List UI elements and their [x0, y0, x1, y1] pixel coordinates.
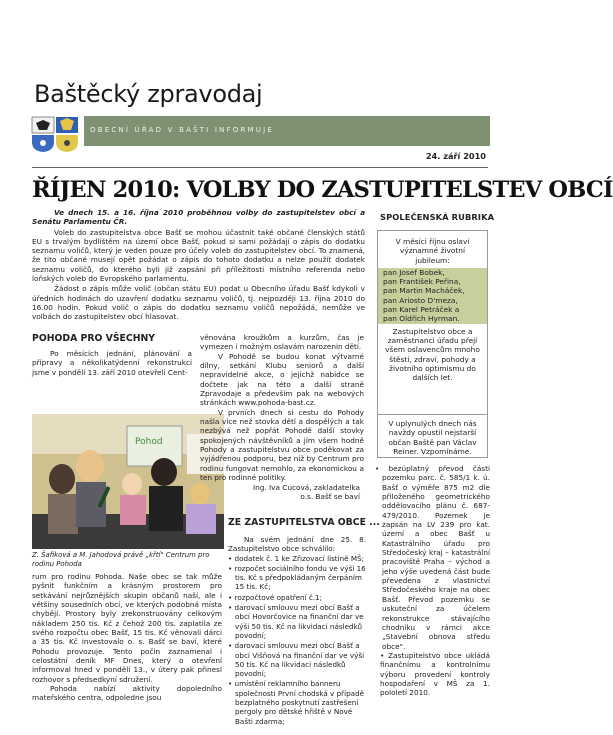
sidebar-title: SPOLEČENSKÁ RUBRIKA — [380, 212, 495, 222]
list-item: • umístění reklamního banneru společnosti První chodská v případě bezplatného poskytnutí zastřešení pergoly pro dětské hřiště v Nové Bašti zdarma; — [228, 679, 366, 725]
jubilee-wish: Zastupitelstvo obce a zaměstnanci úřadu přejí všem oslavencům mnoho štěstí, zdraví, pohody a životního optimismu do dalších let. — [385, 326, 480, 383]
jubilee-name: pan František Peřina, — [383, 277, 461, 287]
jubilee-names — [378, 268, 487, 324]
intro-article — [32, 208, 365, 323]
zastupitelstvo-intro: Na svém jednání dne 25. 8. Zastupitelstvo obce schválilo: — [228, 535, 366, 554]
section-title-pohoda: POHODA PRO VŠECHNY — [32, 333, 156, 344]
masthead-title: Baštěcký zpravodaj — [34, 80, 263, 108]
pohoda-paragraph: V Pohodě se budou konat výtvarné dílny, setkání Klubu seniorů a další nepravidelné akce, o jejichž nabídce se dočtete jak na této a další straně Zpravodaje a především pak na webových stránkách www.pohoda-bast.cz. — [200, 351, 364, 408]
issue-date: 24. září 2010 — [425, 151, 486, 161]
intro-paragraph: Voleb do zastupitelstva obce Bašť se mohou účastnit také občané členských států EU s trvalým bydlištěm na území obce Bašť, pokud si sami požádají o zápis do dodatku seznamu voličů, který je veden pouze pro účely voleb do zastupitelstev obcí. To znamená, že tito občané musejí opět požádat o zápis do tohoto dodatku a nelze použít dodatek seznamu voličů, do kterého byli již zapsáni při příležitosti místního referenda nebo loňských voleb do Evropského parlamentu. — [32, 227, 365, 284]
pohoda-paragraph: Po měsících jednání, plánování a přípravy a několikatýdenní rekonstrukci jsme v pondělí 13. září 2010 otevřeli Cent- — [32, 349, 192, 377]
memorial-note: V uplynulých dnech nás navždy opustil nejstarší občan Baště pan Václav Reiner. Vzpomínáme. — [377, 413, 488, 458]
jubilee-name: pan Oldřich Hyrman. — [383, 314, 460, 324]
list-item: • rozpočet sociálního fondu ve výši 16 tis. Kč s předpokládaným čerpáním 15 tis. Kč; — [228, 564, 366, 592]
pohoda-paragraph: věnována kroužkům a kurzům, čas je vymezen i možným oslavám narozenin dětí. — [200, 333, 364, 352]
pohoda-column-2 — [200, 333, 364, 501]
jubilee-name: pan Ariosto D'meza, — [383, 295, 458, 305]
jubilee-name: pan Karel Petráček a — [383, 305, 460, 315]
jubilee-name: pan Josef Bobek, — [383, 267, 445, 277]
pohoda-photo — [32, 414, 224, 549]
zastupitelstvo-column — [228, 535, 366, 727]
author-organization: o.s. Bašť se baví — [300, 491, 360, 501]
author-signature: Ing. Iva Cucová, zakladatelka — [252, 482, 360, 492]
section-title-zastupitelstvo: ZE ZASTUPITELSTVA OBCE ... — [228, 517, 380, 528]
list-item: • rozpočtové opatření č.1; — [228, 593, 366, 602]
pohoda-paragraph: rum pro rodinu Pohoda. Naše obec se tak může pyšnit funkčním a krásným prostorem pro setkávání nejrůznějších skupin občanů naší, ale i většiny sousedních obcí, ve kterých podobná místa chybějí. Prostory byly zrekonstruovány celkovým nákladem 250 tis. Kč z čehož 200 tis. zaplatila ze svého rozpočtu obec Bašť, 15 tis. Kč věnovali dárci a 35 tis. Kč investovalo o. s. Bašť se baví, které Pohodu provozuje. Tento počin zaznamenal i celostátní deník MF Dnes, který o otevření informoval hned v pondělí 13., v útery pak přinesl rozhovor s předsedkyní sdružení. — [32, 572, 222, 684]
header-divider — [32, 167, 488, 168]
masthead-band-text: OBECNÍ ÚŘAD V BAŠTI INFORMUJE — [90, 126, 275, 134]
pohoda-paragraph: V prvních dnech si cestu do Pohody našla více než stovka dětí a dospělých a tak nezbývá než popřát Pohodě další stovky spokojených návštěvníků a jím všem hodně Pohody a zastupitelstvu obce poděkovat za vyjádřenou podporu, bez níž by Centrum pro rodinu fungovat nemohlo, za ekonomickou a ten pro rodinné politiky. — [200, 407, 364, 483]
zastupitelstvo-list — [228, 554, 366, 726]
list-item: • dodatek č. 1 ke Zřizovací listině MŠ; — [228, 554, 366, 563]
sidebar-list — [374, 464, 490, 698]
list-item: • darovací smlouvu mezi obcí Bašť a obcí Hovorčovice na finanční dar ve výši 50 tis. Kč na likvidaci následků povodní; — [228, 603, 366, 640]
intro-lead — [32, 208, 365, 227]
municipal-crest-logo — [30, 115, 80, 153]
intro-lead-text: Ve dnech 15. a 16. října 2010 proběhnou volby do zastupitelstev obcí a Senátu Parlamentu ČR. — [32, 208, 365, 227]
headline: ŘÍJEN 2010: VOLBY DO ZASTUPITELSTEV OBCÍ — [32, 177, 613, 203]
photo-caption: Z. Šafiková a M. Jahodová právě „křtí" Centrum pro rodinu Pohoda — [32, 551, 210, 568]
jubilee-box — [377, 230, 488, 415]
jubilee-name: pan Martin Macháček, — [383, 286, 465, 296]
list-item: • darovací smlouvu mezi obcí Bašť a obcí Višňová na finanční dar ve výši 50 tis. Kč na likvidaci následků povodní; — [228, 641, 366, 678]
jubilee-intro: V měsíci říjnu oslaví významné životní jubileum: — [395, 237, 470, 265]
pohoda-paragraph: Pohoda nabízí aktivity dopoledního mateřského centra, odpoledne jsou — [32, 684, 222, 703]
masthead-band — [84, 116, 490, 146]
pohoda-column-1 — [32, 349, 192, 377]
svg-text:Pohod: Pohod — [135, 437, 163, 447]
list-item: • bezúplatný převod části pozemku parc. č. 585/1 k. ú. Bašť o výměře 875 m2 dle přiloženého geometrického oddělovacího plánu č. 687-479/2010. Pozemek je zapsán na LV 239 pro kat. území a obec Bašť u Katastrálního úřadu pro Středočeský kraj – katastrální pracoviště Praha – východ a jeho výše uvedená část bude převedena z vlastnictví Středočeského kraje na obec Bašť. Převod pozemku se uskuteční za účelem rekonstrukce stávajícího chodníku v rámci akce „Stavební obnova středu obce". — [374, 464, 490, 651]
intro-paragraph: Žádost o zápis může volič (občan státu EU) podat u Obecního úřadu Bašť kdykoli v úředních hodinách do uzavření dodatku seznamu voličů, tj. nejpozději 13. října 2010 do 16.00 hodin. Pokud volič o zápis do dodatku seznamu voličů nepožádá, nemůže ve volbách do zastupitelstev obcí hlasovat. — [32, 284, 365, 322]
sidebar-closing: • Zastupitelstvo obce ukládá finančnímu a kontrolnímu výboru provedení kontroly hospodaření v MŠ za 1. pololetí 2010. — [374, 651, 490, 698]
pohoda-column-1-continued — [32, 572, 222, 703]
